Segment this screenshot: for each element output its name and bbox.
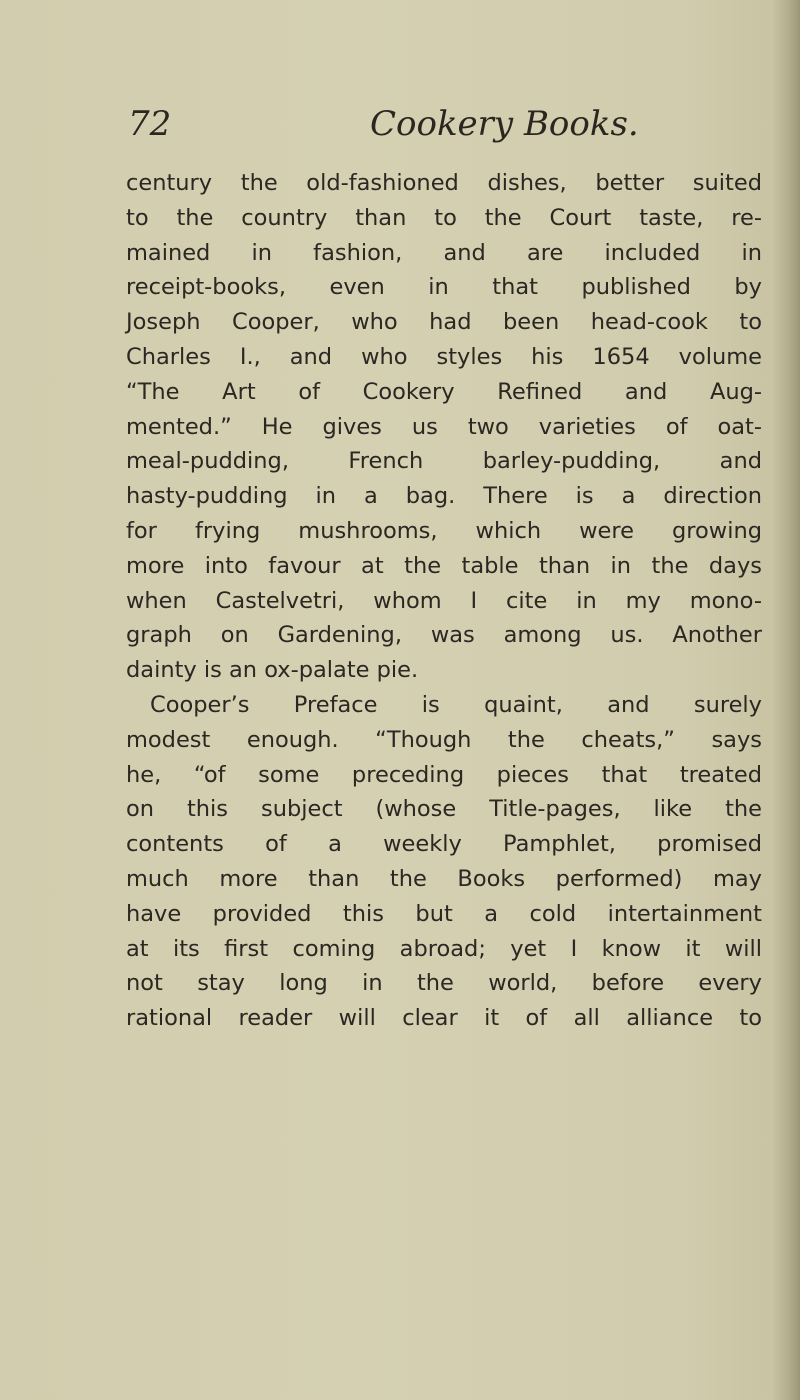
text-line: receipt-books, even in that published by: [126, 274, 762, 301]
text-line: “The Art of Cookery Refined and Aug-: [126, 378, 762, 405]
text-line: to the country than to the Court taste, re-: [126, 204, 762, 231]
text-line: much more than the Books performed) may: [126, 865, 762, 892]
text-line: Cooper’s Preface is quaint, and surely: [150, 691, 762, 718]
text-line: rational reader will clear it of all alliance to: [126, 1005, 762, 1032]
text-line: Joseph Cooper, who had been head-cook to: [126, 309, 762, 336]
text-line: not stay long in the world, before every: [126, 970, 762, 997]
text-line: Charles I., and who styles his 1654 volume: [126, 343, 762, 370]
text-line: at its first coming abroad; yet I know it will: [126, 935, 762, 962]
text-line: more into favour at the table than in the days: [126, 552, 762, 579]
text-line: modest enough. “Though the cheats,” says: [126, 726, 762, 753]
text-line: on this subject (whose Title-pages, like the: [126, 796, 762, 823]
text-line: dainty is an ox-palate pie.: [126, 657, 419, 684]
text-line: century the old-fashioned dishes, better suited: [126, 170, 762, 196]
text-line: when Castelvetri, whom I cite in my mono-: [126, 587, 762, 614]
paragraph-1: [126, 166, 762, 688]
page-header: [0, 100, 800, 150]
text-line: graph on Gardening, was among us. Another: [126, 622, 762, 649]
text-line: mained in fashion, and are included in: [126, 239, 762, 266]
body-text: [126, 166, 762, 1036]
page-number: 72: [128, 104, 172, 144]
page-edge-shadow: [772, 0, 800, 1400]
running-title: Cookery Books.: [370, 104, 639, 144]
paragraph-2: [126, 688, 762, 1036]
text-line: hasty-pudding in a bag. There is a direction: [126, 483, 762, 510]
text-line: meal-pudding, French barley-pudding, and: [126, 448, 762, 475]
text-line: mented.” He gives us two varieties of oat-: [126, 413, 762, 440]
text-line: he, “of some preceding pieces that treated: [126, 761, 762, 788]
text-line: contents of a weekly Pamphlet, promised: [126, 831, 762, 858]
text-line: have provided this but a cold intertainment: [126, 900, 762, 927]
text-line: for frying mushrooms, which were growing: [126, 517, 762, 544]
